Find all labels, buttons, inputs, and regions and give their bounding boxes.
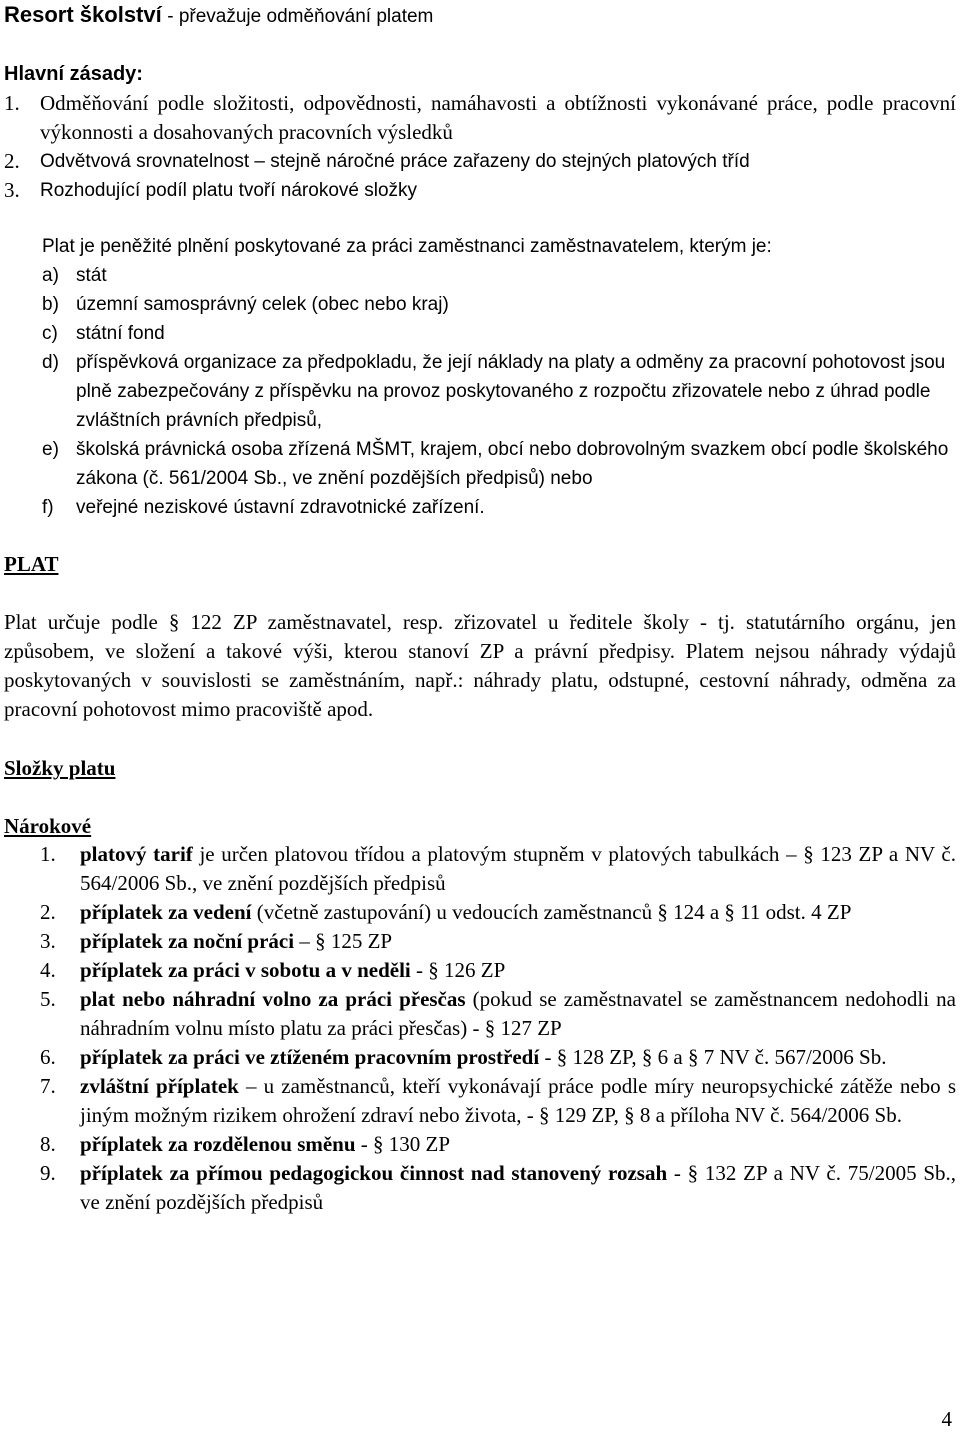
component-name: příplatek za noční práci	[80, 929, 295, 953]
claimable-components-list	[4, 840, 956, 1217]
plat-definition	[42, 232, 956, 522]
component-item	[4, 956, 956, 985]
principle-item	[4, 89, 956, 147]
component-name: příplatek za rozdělenou směnu	[80, 1132, 356, 1156]
component-detail: je určen platovou třídou a platovým stupněm v platových tabulkách – § 123 ZP a NV č. 564/2006 Sb., ve znění pozdějších předpisů	[80, 842, 956, 895]
definition-label: b)	[42, 294, 59, 315]
component-number: 6.	[40, 1045, 56, 1069]
component-number: 2.	[40, 900, 56, 924]
component-detail: – § 125 ZP	[294, 929, 393, 953]
definition-item	[42, 319, 956, 348]
component-detail: - § 128 ZP, § 6 a § 7 NV č. 567/2006 Sb.	[539, 1045, 887, 1069]
component-item	[4, 1130, 956, 1159]
component-detail: (pokud se zaměstnavatel se zaměstnancem nedohodli na náhradním volnu místo platu za práci přesčas) - § 127 ZP	[80, 987, 956, 1040]
component-item	[4, 898, 956, 927]
component-name: příplatek za přímou pedagogickou činnost nad stanovený rozsah	[80, 1161, 668, 1185]
definition-item	[42, 435, 956, 493]
component-number: 5.	[40, 987, 56, 1011]
component-name: plat nebo náhradní volno za práci přesčas	[80, 987, 466, 1011]
definition-item	[42, 348, 956, 435]
document-header	[4, 0, 433, 32]
definition-label: f)	[42, 497, 54, 518]
component-number: 8.	[40, 1132, 56, 1156]
component-number: 7.	[40, 1074, 56, 1098]
principles-list	[4, 89, 956, 205]
component-detail: – u zaměstnanců, kteří vykonávají práce podle míry neuropsychické zátěže nebo s jiným možným rizikem ohrožení zdraví nebo života, - § 129 ZP, § 8 a příloha NV č. 564/2006 Sb.	[80, 1074, 956, 1127]
component-number: 4.	[40, 958, 56, 982]
component-item	[4, 1072, 956, 1130]
definition-item	[42, 493, 956, 522]
component-detail: - § 126 ZP	[410, 958, 506, 982]
definition-label: e)	[42, 439, 59, 460]
definition-item	[42, 290, 956, 319]
definition-item	[42, 261, 956, 290]
plat-heading: PLAT	[4, 552, 59, 576]
component-item	[4, 1043, 956, 1072]
component-item	[4, 1159, 956, 1217]
component-name: příplatek za vedení	[80, 900, 252, 924]
definition-text: příspěvková organizace za předpokladu, že její náklady na platy a odměny za pracovní pohotovost jsou plně zabezpečovány z příspěvku na provoz poskytovaného z rozpočtu zřizovatele nebo z úhrad podle zvláštních právních předpisů,	[76, 352, 946, 431]
component-number: 3.	[40, 929, 56, 953]
definition-label: d)	[42, 352, 59, 373]
definition-text: školská právnická osoba zřízená MŠMT, krajem, obcí nebo dobrovolným svazkem obcí podle školského zákona (č. 561/2004 Sb., ve znění pozdějších předpisů) nebo	[76, 439, 949, 489]
definition-label: c)	[42, 323, 58, 344]
component-item	[4, 840, 956, 898]
component-number: 1.	[40, 842, 56, 866]
salary-components-heading: Složky platu	[4, 756, 116, 780]
document-title: Resort školství	[4, 2, 162, 27]
definition-text: stát	[76, 265, 107, 286]
component-item	[4, 985, 956, 1043]
principle-item	[4, 147, 956, 176]
component-name: příplatek za práci ve ztíženém pracovním prostředí	[80, 1045, 540, 1069]
page-number: 4	[941, 1407, 952, 1431]
plat-paragraph: Plat určuje podle § 122 ZP zaměstnavatel, resp. zřizovatel u ředitele školy - tj. statutárního orgánu, jen způsobem, ve složení a takové výši, kterou stanoví ZP a právní předpisy. Platem nejsou náhrady výdajů poskytovaných v souvislosti se zaměstnáním, např.: náhrady platu, odstupné, cestovní náhrady, odměna za pracovní pohotovost mimo pracoviště apod.	[4, 610, 956, 721]
claimable-subheading: Nárokové	[4, 814, 92, 838]
definition-intro: Plat je peněžité plnění poskytované za práci zaměstnanci zaměstnavatelem, kterým je:	[42, 236, 772, 257]
principle-text: Odvětvová srovnatelnost – stejně náročné práce zařazeny do stejných platových tříd	[40, 151, 750, 172]
principles-heading: Hlavní zásady:	[4, 63, 143, 85]
principle-text: Rozhodující podíl platu tvoří nárokové složky	[40, 180, 418, 201]
component-name: platový tarif	[80, 842, 193, 866]
component-number: 9.	[40, 1161, 56, 1185]
definition-text: veřejné neziskové ústavní zdravotnické zařízení.	[76, 497, 485, 518]
principle-number: 2.	[4, 149, 20, 173]
component-name: zvláštní příplatek	[80, 1074, 239, 1098]
definition-text: státní fond	[76, 323, 165, 344]
principle-text: Odměňování podle složitosti, odpovědnosti, namáhavosti a obtížnosti vykonávané práce, podle pracovní výkonnosti a dosahovaných pracovních výsledků	[40, 91, 956, 144]
document-subtitle: - převažuje odměňování platem	[167, 6, 434, 27]
definition-label: a)	[42, 265, 59, 286]
component-name: příplatek za práci v sobotu a v neděli	[80, 958, 411, 982]
component-detail: (včetně zastupování) u vedoucích zaměstnanců § 124 a § 11 odst. 4 ZP	[251, 900, 852, 924]
definition-text: územní samosprávný celek (obec nebo kraj)	[76, 294, 449, 315]
principle-number: 3.	[4, 178, 20, 202]
component-detail: - § 132 ZP a NV č. 75/2005 Sb., ve znění pozdějších předpisů	[80, 1161, 957, 1214]
principle-item	[4, 176, 956, 205]
component-detail: - § 130 ZP	[355, 1132, 451, 1156]
component-item	[4, 927, 956, 956]
principle-number: 1.	[4, 91, 20, 115]
